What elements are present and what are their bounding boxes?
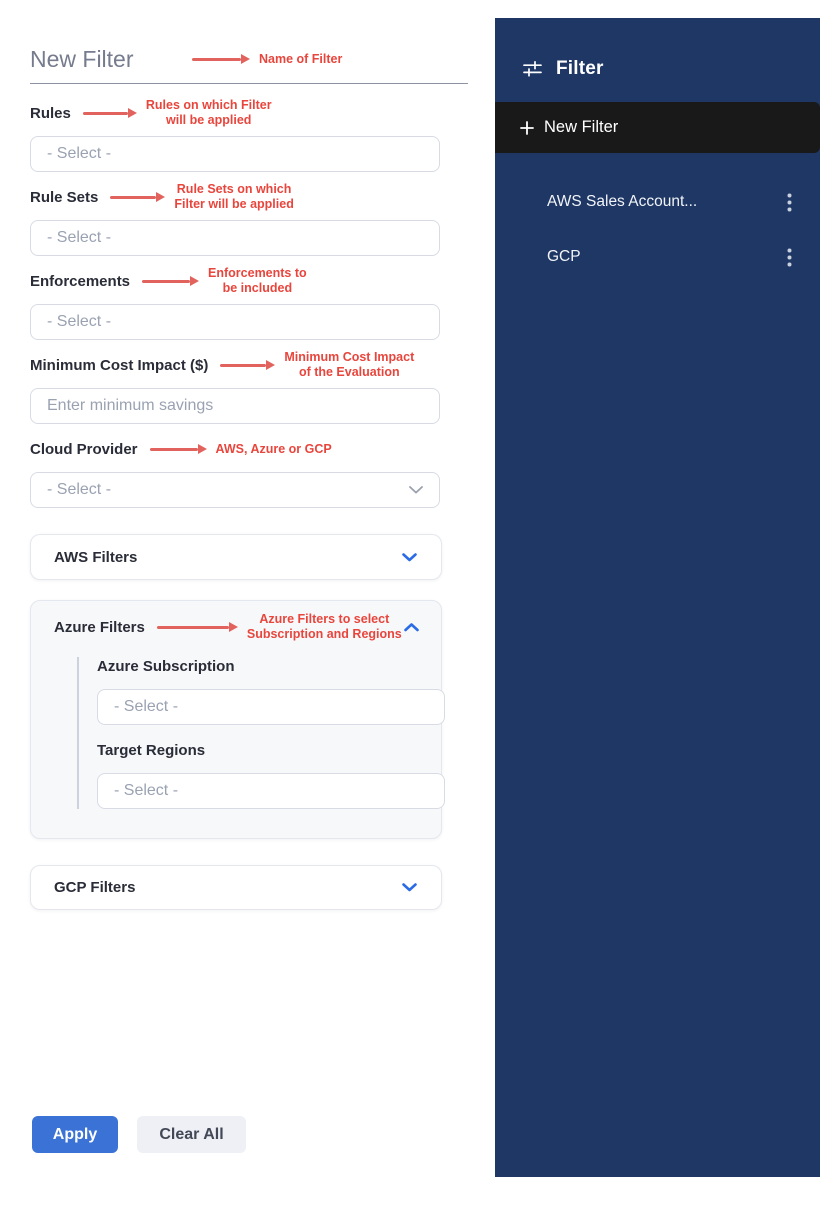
sidebar-title: Filter bbox=[556, 58, 604, 79]
annotation-enforcements: Enforcements to be included bbox=[208, 266, 307, 295]
field-enforcements bbox=[30, 266, 468, 340]
annotation-cloud-provider: AWS, Azure or GCP bbox=[215, 441, 332, 456]
chevron-down-icon bbox=[409, 486, 423, 494]
annotation-min-cost: Minimum Cost Impact of the Evaluation bbox=[284, 350, 415, 379]
plus-icon bbox=[520, 121, 534, 135]
gcp-filters-panel[interactable] bbox=[30, 865, 442, 910]
field-rules bbox=[30, 98, 468, 172]
min-cost-impact-label: Minimum Cost Impact ($) bbox=[30, 356, 209, 374]
min-savings-input[interactable] bbox=[30, 388, 440, 424]
chevron-up-icon[interactable] bbox=[404, 623, 419, 632]
kebab-menu-icon[interactable] bbox=[787, 248, 792, 267]
saved-filter-label: AWS Sales Account... bbox=[547, 193, 698, 210]
field-min-cost-impact bbox=[30, 350, 468, 424]
azure-subscription-label: Azure Subscription bbox=[97, 658, 235, 675]
rule-sets-select-input[interactable] bbox=[30, 220, 440, 256]
annotation-arrow-icon bbox=[83, 112, 128, 115]
cloud-provider-select[interactable] bbox=[30, 472, 440, 508]
annotation-arrow-icon bbox=[150, 448, 198, 451]
annotation-azure-filters: Azure Filters to select Subscription and Regions bbox=[246, 612, 402, 641]
sliders-icon bbox=[522, 59, 543, 79]
azure-filters-header[interactable] bbox=[54, 612, 419, 641]
new-filter-button-label: New Filter bbox=[544, 118, 619, 136]
cloud-provider-select-value: - Select - bbox=[47, 481, 112, 498]
annotation-arrow-icon bbox=[110, 196, 156, 199]
chevron-down-icon[interactable] bbox=[402, 883, 417, 892]
field-cloud-provider bbox=[30, 434, 468, 508]
annotation-arrow-icon bbox=[192, 58, 241, 61]
title-underline bbox=[30, 83, 468, 84]
sidebar-header bbox=[495, 18, 820, 87]
enforcements-label: Enforcements bbox=[30, 272, 131, 290]
clear-all-button[interactable]: Clear All bbox=[137, 1116, 246, 1153]
filter-name-input[interactable] bbox=[30, 46, 180, 73]
saved-filter-item[interactable] bbox=[495, 182, 820, 222]
chevron-down-icon[interactable] bbox=[402, 553, 417, 562]
apply-button[interactable]: Apply bbox=[32, 1116, 118, 1153]
rules-select-input[interactable] bbox=[30, 136, 440, 172]
aws-filters-title: AWS Filters bbox=[54, 548, 138, 566]
annotation-name-of-filter: Name of Filter bbox=[259, 51, 343, 66]
aws-filters-panel[interactable] bbox=[30, 534, 442, 580]
rules-label: Rules bbox=[30, 104, 71, 122]
saved-filters-list bbox=[495, 167, 820, 277]
annotation-arrow-icon bbox=[220, 364, 266, 367]
target-regions-label: Target Regions bbox=[97, 742, 206, 759]
annotation-arrow-icon bbox=[142, 280, 190, 283]
new-filter-form bbox=[30, 46, 468, 1153]
annotation-arrow-icon bbox=[157, 626, 229, 629]
enforcements-select-input[interactable] bbox=[30, 304, 440, 340]
azure-filters-body bbox=[77, 657, 419, 809]
azure-filters-title: Azure Filters bbox=[54, 618, 145, 636]
filter-name-row bbox=[30, 46, 468, 72]
cloud-provider-label: Cloud Provider bbox=[30, 440, 138, 458]
saved-filter-label: GCP bbox=[547, 248, 581, 265]
saved-filter-item[interactable] bbox=[495, 237, 820, 277]
filter-sidebar bbox=[495, 18, 820, 1177]
new-filter-button[interactable] bbox=[495, 102, 820, 153]
annotation-rule-sets: Rule Sets on which Filter will be applied bbox=[174, 182, 294, 211]
form-actions bbox=[30, 1116, 468, 1153]
field-rule-sets bbox=[30, 182, 468, 256]
annotation-rules: Rules on which Filter will be applied bbox=[145, 98, 272, 127]
rule-sets-label: Rule Sets bbox=[30, 188, 99, 206]
gcp-filters-title: GCP Filters bbox=[54, 879, 136, 896]
target-regions-select-input[interactable] bbox=[97, 773, 445, 809]
kebab-menu-icon[interactable] bbox=[787, 193, 792, 212]
azure-subscription-select-input[interactable] bbox=[97, 689, 445, 725]
azure-filters-panel bbox=[30, 600, 442, 839]
